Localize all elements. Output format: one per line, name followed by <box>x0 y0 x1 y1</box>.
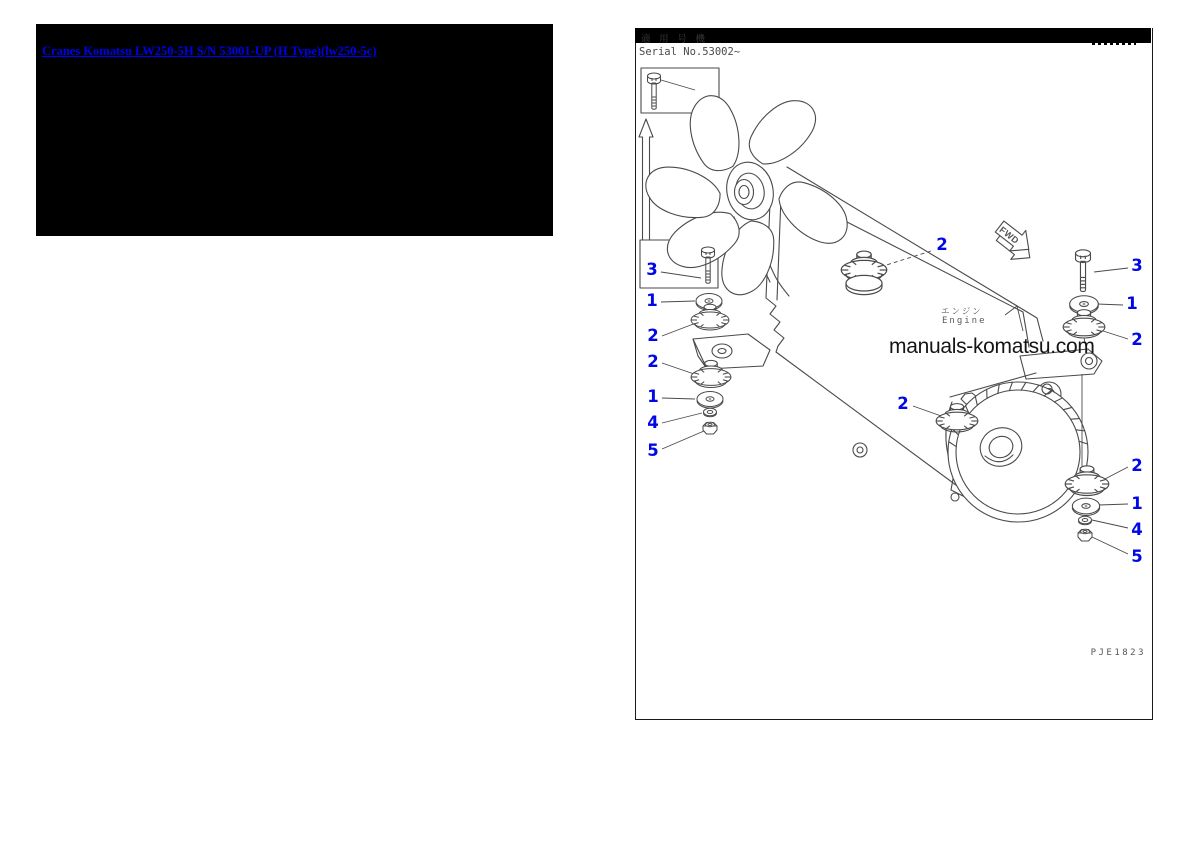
drawing-number: PJE1823 <box>1090 648 1146 658</box>
callout-number-2: 2 <box>897 393 909 413</box>
engine-label-jp: エンジン <box>941 306 983 316</box>
callout-number-3: 3 <box>646 259 658 279</box>
fwd-label: FWD <box>997 224 1021 247</box>
callout-number-1: 1 <box>1131 493 1143 513</box>
model-link[interactable]: Cranes Komatsu LW250-5H S/N 53001-UP (H Type)(lw250-5c) <box>42 44 377 58</box>
callout-number-2: 2 <box>1131 455 1143 475</box>
diagram-panel-topbar <box>635 28 1151 43</box>
topbar-tick-marks <box>1092 41 1136 45</box>
callout-number-1: 1 <box>647 386 659 406</box>
serial-number-text: Serial No.53002~ <box>639 46 741 58</box>
callout-number-5: 5 <box>1131 546 1143 566</box>
callout-number-2: 2 <box>1131 329 1143 349</box>
callout-number-1: 1 <box>1126 293 1138 313</box>
callout-number-2: 2 <box>936 234 948 254</box>
callout-number-3: 3 <box>1131 255 1143 275</box>
header-black-box <box>36 24 553 236</box>
callout-number-5: 5 <box>647 440 659 460</box>
engine-label-en: Engine <box>942 316 987 326</box>
watermark-text: manuals-komatsu.com <box>889 335 1095 358</box>
callout-number-2: 2 <box>647 325 659 345</box>
callout-number-2: 2 <box>647 351 659 371</box>
diagram-panel-border <box>635 28 1153 720</box>
applicable-serial-label-jp: 適 用 号 機 <box>641 34 708 45</box>
callout-number-4: 4 <box>1131 519 1143 539</box>
callout-number-4: 4 <box>647 412 659 432</box>
callout-number-1: 1 <box>646 290 658 310</box>
